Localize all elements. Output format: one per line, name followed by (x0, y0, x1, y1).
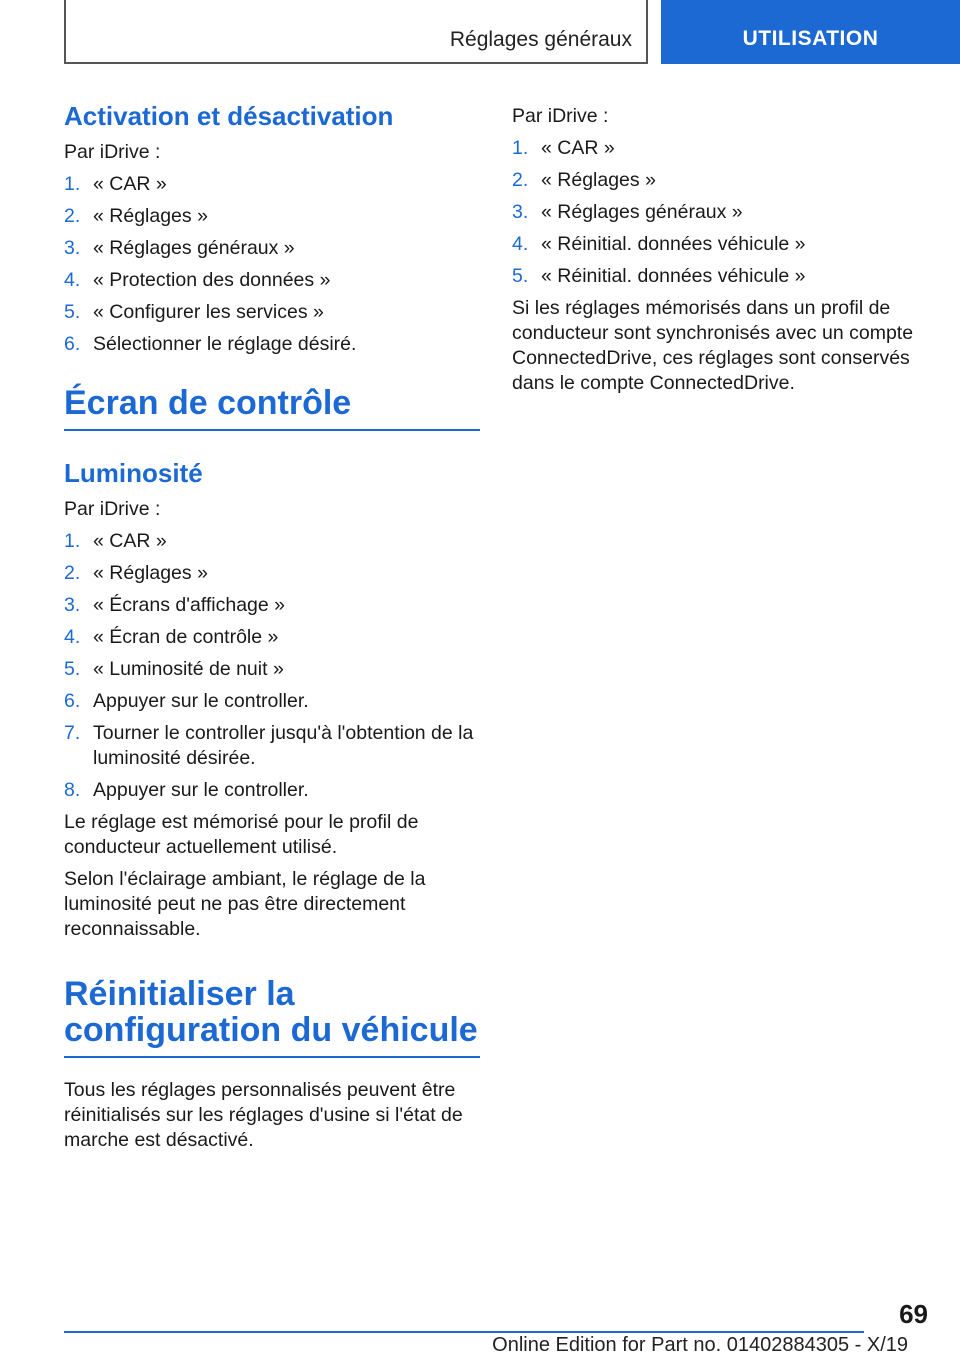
list-item-number: 6. (64, 333, 81, 355)
list-item-text: « CAR » (93, 530, 167, 552)
list-item-number: 1. (512, 137, 529, 159)
list-item-text: Sélectionner le réglage désiré. (93, 333, 357, 355)
list-item-text: « CAR » (541, 137, 615, 159)
list-item (64, 332, 480, 357)
header-chapter-label: UTILISATION (742, 27, 879, 50)
list-item-text: « Réinitial. données véhicule » (541, 265, 806, 287)
reinit-heading-line-1: Réinitialiser la (64, 975, 295, 1013)
luminosite-heading: Luminosité (64, 458, 203, 488)
list-item (64, 625, 480, 650)
reinit-heading (64, 976, 480, 1058)
reinit-text: Tous les réglages personnalisés peuvent être réinitialisés sur les réglages d'usine si l'état de marche est désactivé. (64, 1079, 463, 1151)
list-item-text: « Réinitial. données véhicule » (541, 233, 806, 255)
list-item-number: 1. (64, 173, 81, 195)
list-item-number: 8. (64, 779, 81, 801)
luminosite-note-2: Selon l'éclairage ambiant, le réglage de la luminosité peut ne pas être directement reconnaissable. (64, 868, 426, 940)
list-item (512, 232, 928, 257)
list-item (512, 200, 928, 225)
list-item-number: 3. (64, 594, 81, 616)
footer-divider (64, 1331, 864, 1333)
list-item-text: « Réglages » (93, 205, 208, 227)
list-item (64, 300, 480, 325)
list-item (512, 136, 928, 161)
list-item (512, 264, 928, 289)
list-item-number: 2. (64, 205, 81, 227)
list-item-number: 3. (512, 201, 529, 223)
list-item-number: 5. (64, 658, 81, 680)
footer-edition: Online Edition for Part no. 01402884305 - X/19 (492, 1334, 908, 1356)
list-item (64, 689, 480, 714)
list-item-number: 6. (64, 690, 81, 712)
list-item (64, 529, 480, 554)
list-item-text: « Réglages » (93, 562, 208, 584)
list-item (64, 593, 480, 618)
list-item (64, 236, 480, 261)
list-item (64, 268, 480, 293)
reinit-intro: Par iDrive : (512, 105, 609, 127)
list-item-number: 2. (64, 562, 81, 584)
reinit-heading-line-2: configuration du véhicule (64, 1011, 478, 1049)
header-section-title: Réglages généraux (449, 28, 632, 51)
list-item (64, 561, 480, 586)
luminosite-steps (64, 529, 480, 803)
header-section-box (64, 0, 648, 64)
list-item-number: 1. (64, 530, 81, 552)
list-item-text: « Luminosité de nuit » (93, 658, 284, 680)
header-chapter-tab (661, 0, 960, 64)
list-item (64, 204, 480, 229)
reinit-note: Si les réglages mémorisés dans un profil de conducteur sont synchronisés avec un compte ConnectedDrive, ces réglages sont conservés dans le compte ConnectedDrive. (512, 297, 914, 394)
list-item-number: 2. (512, 169, 529, 191)
activation-steps (64, 172, 480, 357)
list-item-text: Appuyer sur le controller. (93, 690, 309, 712)
left-column (64, 100, 480, 1160)
list-item (64, 778, 480, 803)
activation-intro: Par iDrive : (64, 141, 161, 163)
list-item-text: « Réglages généraux » (93, 237, 295, 259)
luminosite-intro: Par iDrive : (64, 498, 161, 520)
list-item-text: « CAR » (93, 173, 167, 195)
list-item-text: Tourner le controller jusqu'à l'obtention de la luminosité désirée. (93, 722, 474, 769)
reinit-steps (512, 136, 928, 289)
ecran-heading: Écran de contrôle (64, 385, 480, 431)
list-item-number: 5. (64, 301, 81, 323)
list-item-text: « Configurer les services » (93, 301, 324, 323)
list-item-text: « Protection des données » (93, 269, 331, 291)
page-number: 69 (899, 1299, 928, 1329)
list-item-number: 5. (512, 265, 529, 287)
luminosite-note-1: Le réglage est mémorisé pour le profil de conducteur actuellement utilisé. (64, 811, 419, 858)
list-item (64, 657, 480, 682)
list-item-text: Appuyer sur le controller. (93, 779, 309, 801)
list-item (64, 721, 480, 771)
list-item-number: 3. (64, 237, 81, 259)
list-item-text: « Réglages généraux » (541, 201, 743, 223)
list-item-text: « Réglages » (541, 169, 656, 191)
list-item-number: 7. (64, 722, 81, 744)
list-item (512, 168, 928, 193)
list-item-number: 4. (64, 269, 81, 291)
list-item-text: « Écrans d'affichage » (93, 594, 285, 616)
list-item-number: 4. (512, 233, 529, 255)
list-item-number: 4. (64, 626, 81, 648)
activation-heading: Activation et désactivation (64, 101, 394, 131)
right-column (512, 104, 928, 403)
list-item-text: « Écran de contrôle » (93, 626, 279, 648)
list-item (64, 172, 480, 197)
